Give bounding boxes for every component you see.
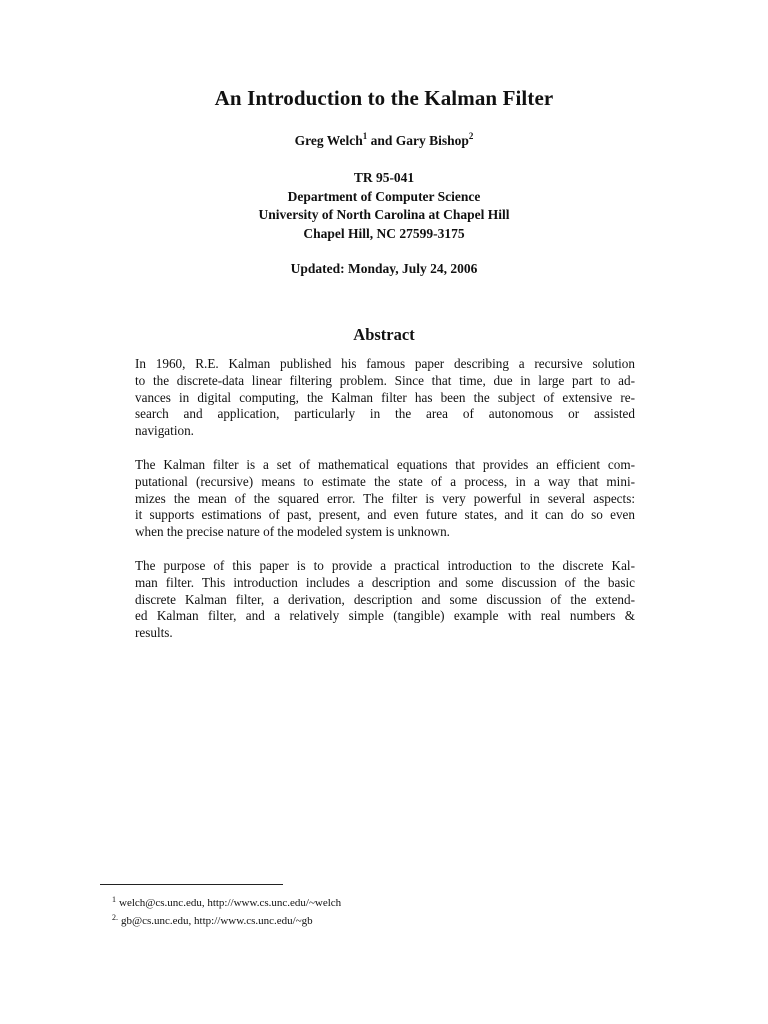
text-line: when the precise nature of the modeled system is unknown. [135, 524, 450, 540]
paper-title: An Introduction to the Kalman Filter [214, 86, 554, 110]
department: Department of Computer Science [287, 188, 481, 204]
footnote-divider [100, 884, 283, 885]
author-name: Gary Bishop [395, 133, 469, 148]
footnote-item [112, 894, 341, 912]
author-line [0, 133, 768, 149]
footnote-text: welch@cs.unc.edu, http://www.cs.unc.edu/~welch [119, 897, 342, 909]
footnote-marker: 1 [362, 131, 368, 141]
text-line: In 1960, R.E. Kalman published his famous paper describing a recursive solution [135, 356, 635, 371]
university: University of North Carolina at Chapel Hill [258, 207, 510, 222]
text-line: The purpose of this paper is to provide a practical introduction to the discrete Kal- [135, 557, 635, 573]
author-conjunction: and [370, 133, 393, 148]
text-line: it supports estimations of past, present, and even future states, and it can do so even [135, 507, 635, 523]
text-line: to the discrete-data linear filtering problem. Since that time, due in large part to ad- [135, 372, 635, 388]
text-line: vances in digital computing, the Kalman filter has been the subject of extensive re- [135, 389, 635, 405]
text-line: results. [135, 625, 173, 641]
text-line: mizes the mean of the squared error. The filter is very powerful in several aspects: [135, 490, 635, 506]
text-line: navigation. [135, 423, 194, 439]
author-name: Greg Welch [294, 133, 363, 148]
affiliation-block [0, 169, 768, 243]
location: Chapel Hill, NC 27599-3175 [303, 225, 465, 241]
text-line: search and application, particularly in the area of autonomous or assisted [135, 406, 635, 422]
footnote-marker: 1 [112, 895, 116, 904]
abstract-body [135, 356, 635, 659]
abstract-heading: Abstract [353, 325, 415, 344]
text-line: man filter. This introduction includes a description and some discussion of the basic [135, 574, 635, 590]
text-line: The Kalman filter is a set of mathematical equations that provides an efficient com- [135, 456, 635, 472]
text-line: discrete Kalman filter, a derivation, description and some discussion of the extend- [135, 591, 635, 607]
footnote-text: gb@cs.unc.edu, http://www.cs.unc.edu/~gb [121, 915, 313, 927]
abstract-paragraph [135, 457, 635, 541]
updated-date: Updated: Monday, July 24, 2006 [290, 261, 478, 276]
footnote-marker: 2 [468, 131, 474, 141]
abstract-paragraph [135, 356, 635, 440]
abstract-paragraph [135, 558, 635, 642]
footnotes [112, 894, 341, 930]
text-line: putational (recursive) means to estimate the state of a process, in a way that mini- [135, 473, 635, 489]
footnote-item [112, 912, 341, 930]
footnote-marker: 2. [112, 913, 118, 922]
report-number: TR 95-041 [353, 170, 415, 185]
text-line: ed Kalman filter, and a relatively simple (tangible) example with real numbers & [135, 608, 635, 624]
